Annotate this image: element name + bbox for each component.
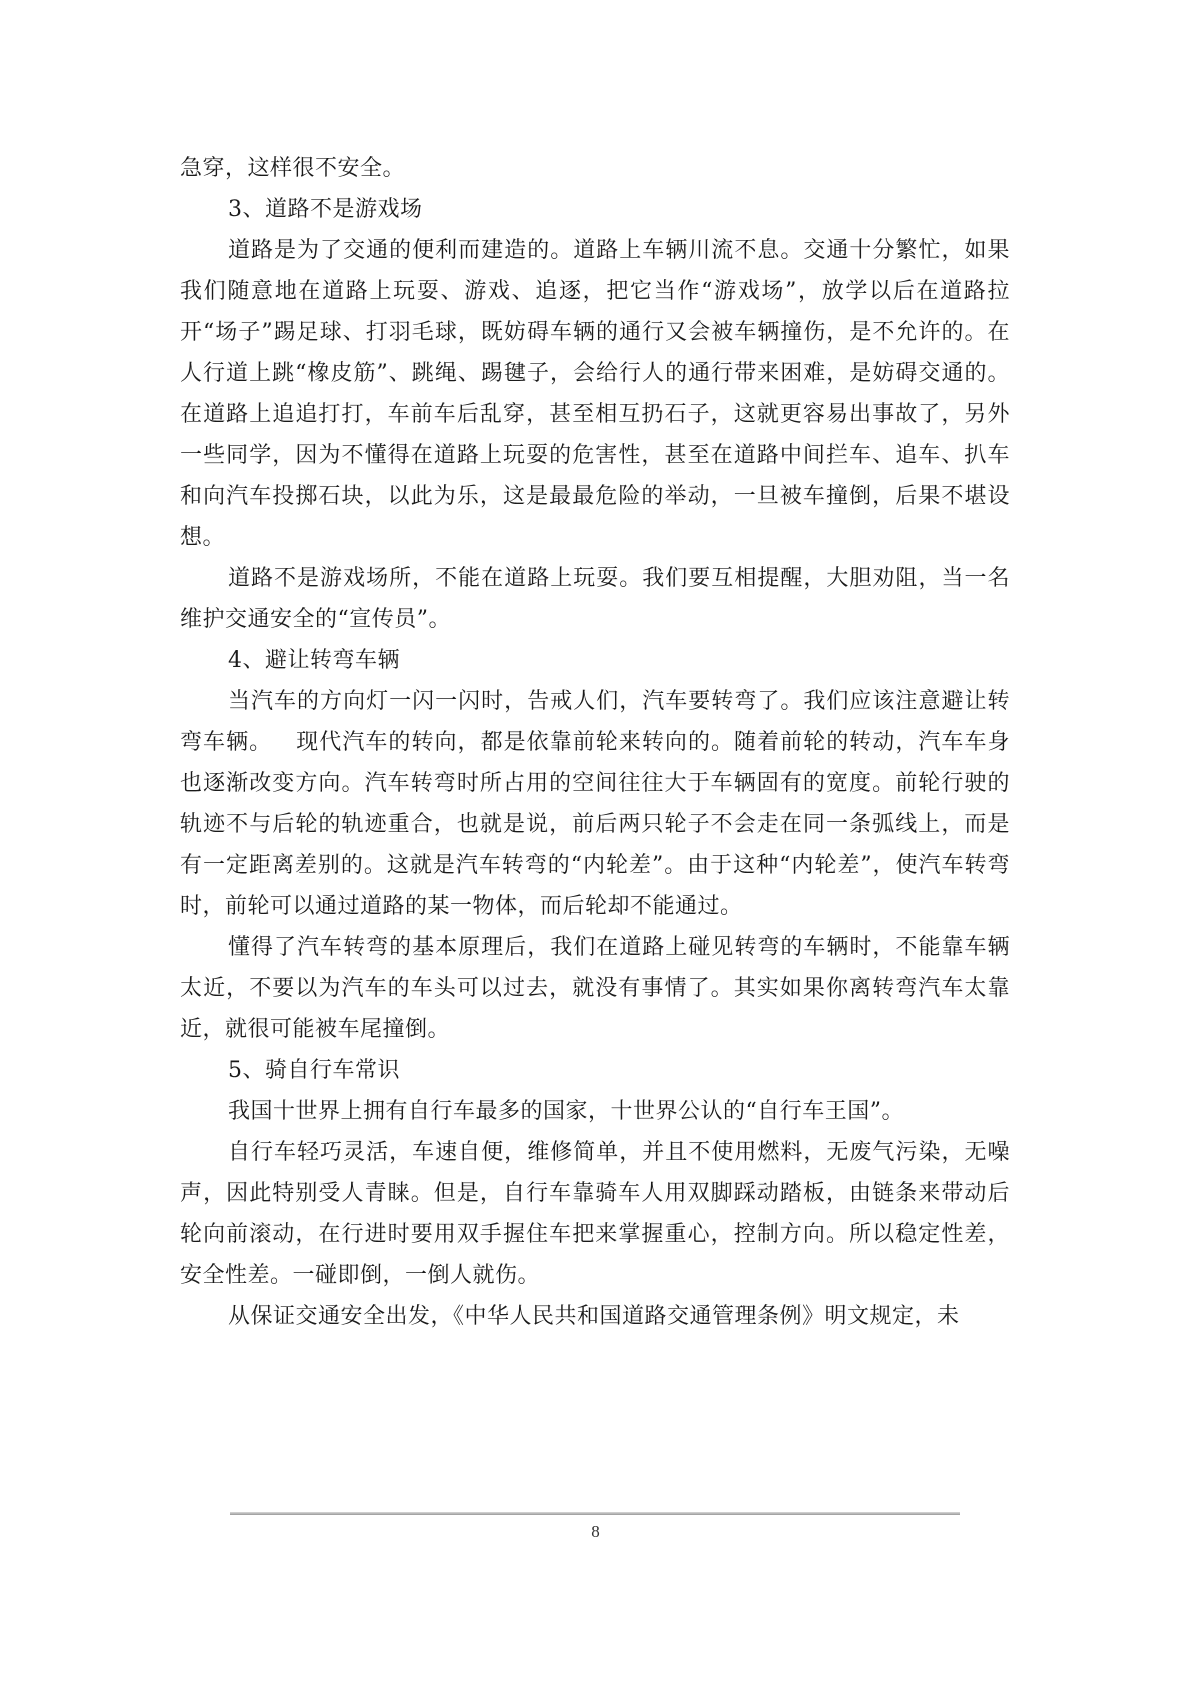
page-number: 8 — [591, 1522, 600, 1541]
paragraph-continuation: 急穿，这样很不安全。 — [180, 156, 406, 181]
paragraph: 从保证交通安全出发，《中华人民共和国道路交通管理条例》明文规定，未 — [228, 1304, 960, 1329]
paragraph: 当汽车的方向灯一闪一闪时，告戒人们，汽车要转弯了。我们应该注意避让转弯车辆。 现代汽车的转向，都是依靠前轮来转向的。随着前轮的转动，汽车车身也逐渐改变方向。汽车转弯时所占用的空间往往大于车辆固有的宽度。前轮行驶的轨迹不与后轮的轨迹重合，也就是说，前后两只轮子不会走在同一条弧线上，而是有一定距离差别的。这就是汽车转弯的“内轮差”。由于这种“内轮差”，使汽车转弯时，前轮可以通过道路的某一物体，而后轮却不能通过。 — [180, 689, 1010, 919]
paragraph: 道路是为了交通的便利而建造的。道路上车辆川流不息。交通十分繁忙，如果我们随意地在道路上玩耍、游戏、追逐，把它当作“游戏场”，放学以后在道路拉开“场子”踢足球、打羽毛球，既妨碍车辆的通行又会被车辆撞伤，是不允许的。在人行道上跳“橡皮筋”、跳绳、踢毽子，会给行人的通行带来困难，是妨碍交通的。在道路上追追打打，车前车后乱穿，甚至相互扔石子，这就更容易出事故了，另外一些同学，因为不懂得在道路上玩耍的危害性，甚至在道路中间拦车、追车、扒车和向汽车投掷石块，以此为乐，这是最最危险的举动，一旦被车撞倒，后果不堪设想。 — [180, 238, 1010, 550]
page-body — [180, 148, 1010, 1337]
paragraph: 懂得了汽车转弯的基本原理后，我们在道路上碰见转弯的车辆时，不能靠车辆太近，不要以为汽车的车头可以过去，就没有事情了。其实如果你离转弯汽车太靠近，就很可能被车尾撞倒。 — [180, 935, 1010, 1042]
paragraph: 道路不是游戏场所，不能在道路上玩耍。我们要互相提醒，大胆劝阻，当一名维护交通安全的“宣传员”。 — [180, 566, 1010, 632]
section-heading-4: 4、避让转弯车辆 — [228, 648, 400, 673]
paragraph: 自行车轻巧灵活，车速自便，维修简单，并且不使用燃料，无废气污染，无噪声，因此特别受人青睐。但是，自行车靠骑车人用双脚踩动踏板，由链条来带动后轮向前滚动，在行进时要用双手握住车把来掌握重心，控制方向。所以稳定性差，安全性差。一碰即倒，一倒人就伤。 — [180, 1140, 1010, 1288]
paragraph: 我国十世界上拥有自行车最多的国家，十世界公认的“自行车王国”。 — [228, 1099, 904, 1124]
section-heading-5: 5、骑自行车常识 — [228, 1058, 400, 1083]
section-heading-3: 3、道路不是游戏场 — [228, 197, 423, 222]
footer-divider — [230, 1512, 960, 1515]
